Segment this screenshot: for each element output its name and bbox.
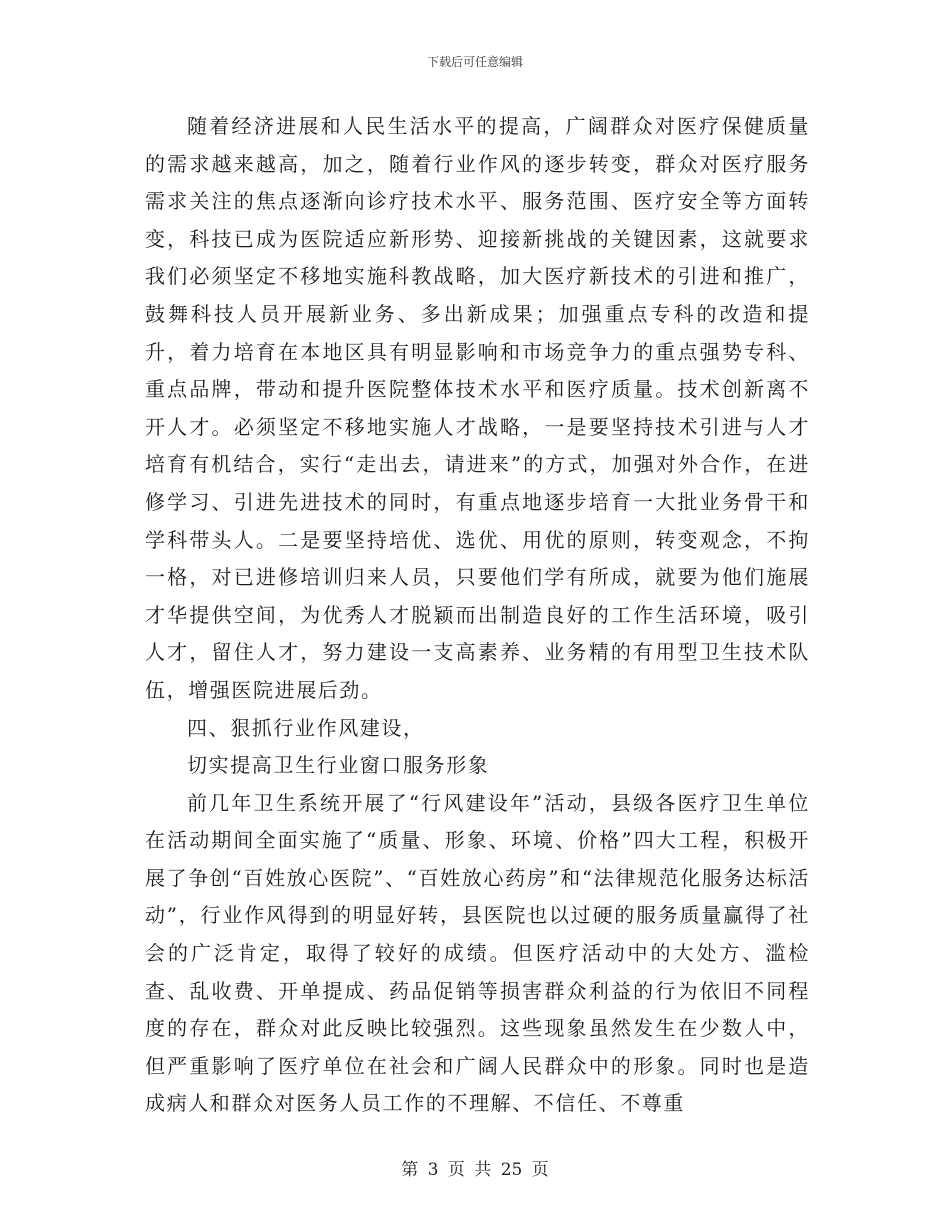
page-header-note: 下载后可任意编辑 bbox=[426, 55, 523, 69]
page-number-footer: 第 3 页 共 25 页 bbox=[401, 1160, 549, 1180]
paragraph-1: 随着经济进展和人民生活水平的提高，广阔群众对医疗保健质量的需求越来越高，加之，随着行业作风的逐步转变，群众对医疗服务需求关注的焦点逐渐向诊疗技术水平、服务范围、医疗安全等方面转变，科技已成为医院适应新形势、迎接新挑战的关键因素，这就要求我们必须坚定不移地实施科教战略，加大医疗新技术的引进和推广，鼓舞科技人员开展新业务、多出新成果；加强重点专科的改造和提升，着力培育在本地区具有明显影响和市场竞争力的重点强势专科、重点品牌，带动和提升医院整体技术水平和医疗质量。技术创新离不开人才。必须坚定不移地实施人才战略，一是要坚持技术引进与人才培育有机结合，实行“走出去，请进来”的方式，加强对外合作，在进修学习、引进先进技术的同时，有重点地逐步培育一大批业务骨干和学科带头人。二是要坚持培优、选优、用优的原则，转变观念，不拘一格，对已进修培训归来人员，只要他们学有所成，就要为他们施展才华提供空间，为优秀人才脱颖而出制造良好的工作生活环境，吸引人才，留住人才，努力建设一支高素养、业务精的有用型卫生技术队伍，增强医院进展后劲。 bbox=[145, 114, 810, 702]
section-heading-line-2: 切实提高卫生行业窗口服务形象 bbox=[187, 753, 490, 778]
document-body bbox=[145, 108, 810, 1123]
section-heading-line-1: 四、狠抓行业作风建设， bbox=[187, 715, 425, 740]
paragraph-2: 前几年卫生系统开展了“行风建设年”活动，县级各医疗卫生单位在活动期间全面实施了“质量、形象、环境、价格”四大工程，积极开展了争创“百姓放心医院”、“百姓放心药房”和“法律规范化服务达标活动”，行业作风得到的明显好转，县医院也以过硬的服务质量赢得了社会的广泛肯定，取得了较好的成绩。但医疗活动中的大处方、滥检查、乱收费、开单提成、药品促销等损害群众利益的行为依旧不同程度的存在，群众对此反映比较强烈。这些现象虽然发生在少数人中，但严重影响了医疗单位在社会和广阔人民群众中的形象。同时也是造成病人和群众对医务人员工作的不理解、不信任、不尊重 bbox=[145, 790, 810, 1116]
